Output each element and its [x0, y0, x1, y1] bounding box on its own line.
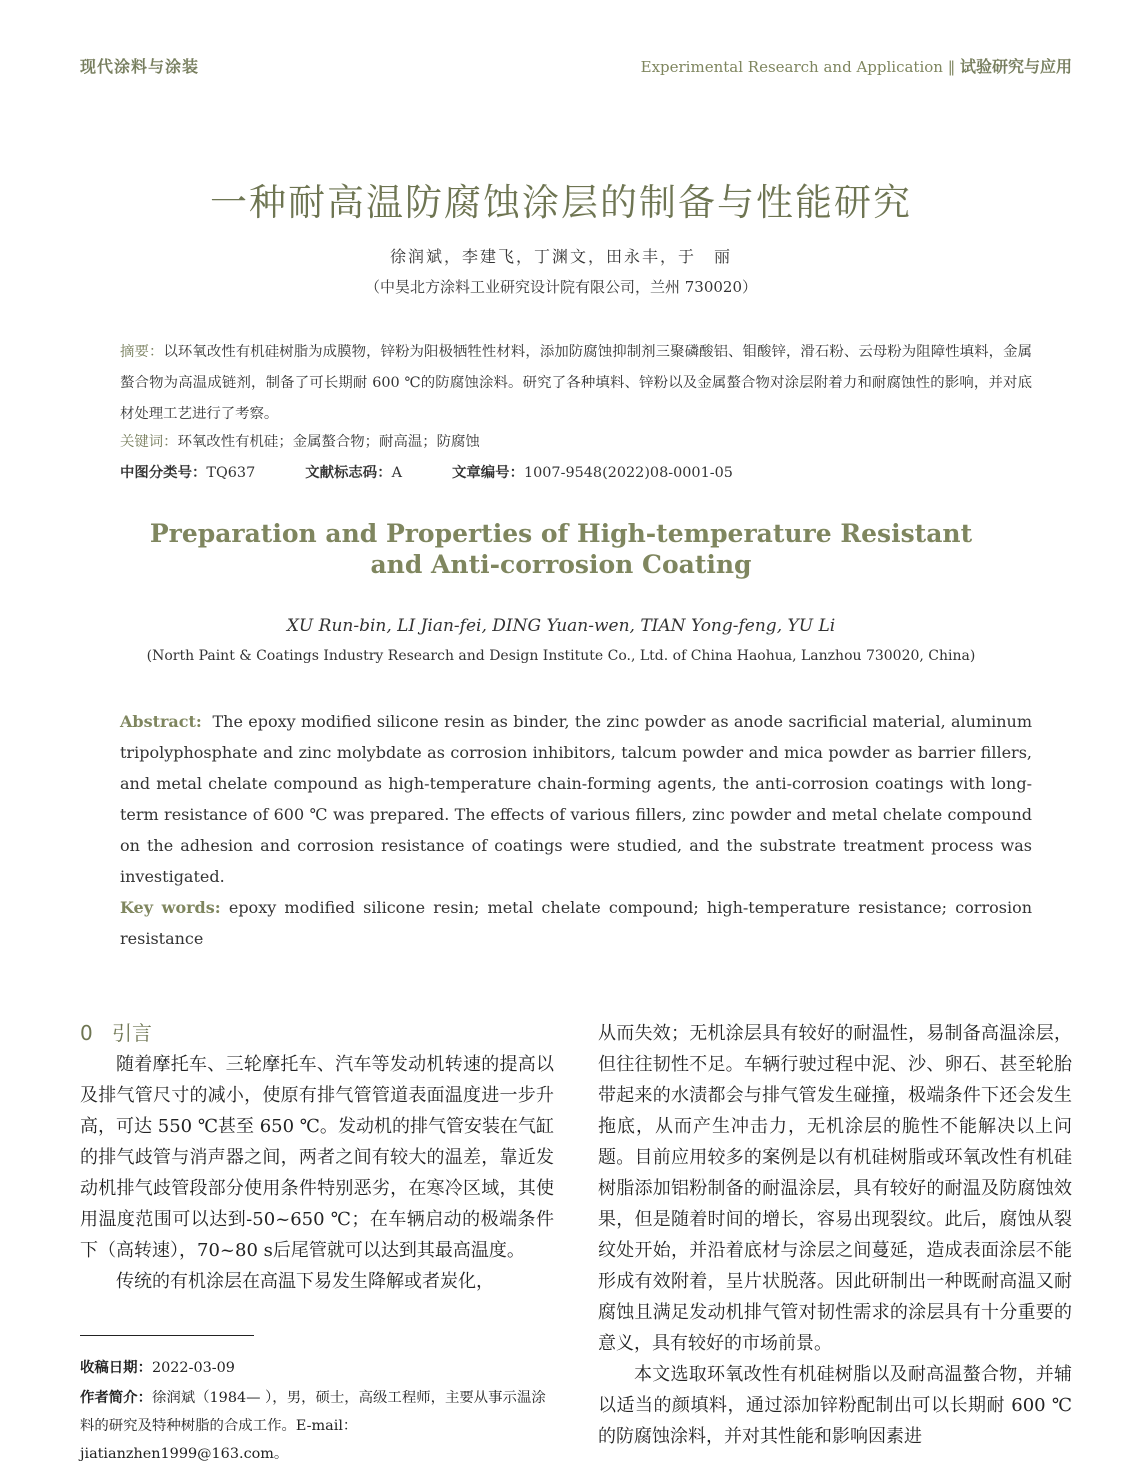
paper-title-cn: 一种耐高温防腐蚀涂层的制备与性能研究	[210, 181, 912, 224]
body-column-right	[598, 1018, 1072, 1452]
doc-code-label: 文献标志码：	[305, 465, 392, 481]
section-number: 0	[80, 1021, 93, 1045]
body-paragraph: 传统的有机涂层在高温下易发生降解或者炭化，	[116, 1271, 494, 1292]
received-label: 收稿日期：	[80, 1360, 152, 1376]
keywords-en-text: epoxy modified silicone resin; metal chelate compound; high-temperature resistance; corrosion resistance	[120, 898, 1033, 948]
article-number-value: 1007-9548(2022)08-0001-05	[523, 465, 733, 481]
footnote-received	[80, 1354, 554, 1382]
clc-value: TQ637	[206, 465, 256, 481]
classification-line	[120, 461, 1032, 485]
abstract-cn-text: 以环氧改性有机硅树脂为成膜物，锌粉为阳极牺牲性材料，添加防腐蚀抑制剂三聚磷酸铝、钼酸锌，滑石粉、云母粉为阻障性填料，金属螯合物为高温成链剂，制备了可长期耐 600 ℃的防腐蚀涂料。研究了各种填料、锌粉以及金属螯合物对涂层附着力和耐腐蚀性的影响，并对底材处理工艺进行了考察。	[120, 344, 1032, 422]
journal-name: 现代涂料与涂装	[80, 57, 200, 76]
clc-label: 中图分类号：	[120, 465, 207, 481]
received-value: 2022-03-09	[151, 1360, 235, 1376]
section-heading	[80, 1018, 554, 1049]
authors-cn: 徐润斌，李建飞，丁渊文，田永丰，于 丽	[389, 247, 732, 266]
abstract-en-label: Abstract:	[120, 712, 202, 731]
section-separator: ‖	[942, 58, 960, 76]
abstract-cn-label: 摘要：	[120, 344, 164, 360]
footnote-rule	[80, 1335, 254, 1336]
abstract-en	[120, 706, 1032, 892]
body-paragraph: 从而失效；无机涂层具有较好的耐温性，易制备高温涂层，但往往韧性不足。车辆行驶过程中泥、沙、卵石、甚至轮胎带起来的水渍都会与排气管发生碰撞，极端条件下还会发生拖底，从而产生冲击力，无机涂层的脆性不能解决以上问题。目前应用较多的案例是以有机硅树脂或环氧改性有机硅树脂添加铝粉制备的耐温涂层，具有较好的耐温及防腐蚀效果，但是随着时间的增长，容易出现裂纹。此后，腐蚀从裂纹处开始，并沿着底材与涂层之间蔓延，造成表面涂层不能形成有效附着，呈片状脱落。因此研制出一种既耐高温又耐腐蚀且满足发动机排气管对韧性需求的涂层具有十分重要的意义，具有较好的市场前景。	[598, 1023, 1072, 1354]
paper-title-en	[0, 518, 1122, 580]
paper-title-en-line1: Preparation and Properties of High-temperature Resistant	[149, 519, 973, 548]
author-bio-label: 作者简介：	[80, 1390, 152, 1406]
abstract-cn	[120, 337, 1032, 430]
keywords-cn-text: 环氧改性有机硅；金属螯合物；耐高温；防腐蚀	[177, 434, 480, 450]
article-number-label: 文章编号：	[452, 465, 524, 481]
keywords-en	[120, 892, 1032, 954]
body-paragraph: 本文选取环氧改性有机硅树脂以及耐高温螯合物，并辅以适当的颜填料，通过添加锌粉配制出可以长期耐 600 ℃的防腐蚀涂料，并对其性能和影响因素进	[598, 1364, 1072, 1447]
section-name-cn: 试验研究与应用	[959, 57, 1072, 76]
paper-title-en-line2: and Anti-corrosion Coating	[370, 550, 752, 579]
section-name-en: Experimental Research and Application	[640, 58, 943, 76]
abstract-en-text: The epoxy modified silicone resin as binder, the zinc powder as anode sacrificial material, aluminum tripolyphosphate and zinc molybdate as corrosion inhibitors, talcum powder and mica powder as barrier fillers, and metal chelate compound as high-temperature chain-forming agents, the anti-corrosion coatings with long-term resistance of 600 ℃ was prepared. The effects of various fillers, zinc powder and metal chelate compound on the adhesion and corrosion resistance of coatings were studied, and the substrate treatment process was investigated.	[120, 712, 1033, 886]
keywords-en-label: Key words:	[120, 898, 221, 917]
section-title: 引言	[112, 1021, 152, 1045]
affiliation-en: (North Paint & Coatings Industry Research and Design Institute Co., Ltd. of China Haohua, Lanzhou 730020, China)	[146, 648, 976, 664]
body-paragraph: 随着摩托车、三轮摩托车、汽车等发动机转速的提高以及排气管尺寸的减小，使原有排气管管道表面温度进一步升高，可达 550 ℃甚至 650 ℃。发动机的排气管安装在气缸的排气歧管与消声器之间，两者之间有较大的温差，靠近发动机排气歧管段部分使用条件特别恶劣，在寒冷区域，其使用温度范围可以达到-50~650 ℃；在车辆启动的极端条件下（高转速），70~80 s后尾管就可以达到其最高温度。	[80, 1054, 554, 1261]
author-bio-text: 徐润斌（1984— ），男，硕士，高级工程师，主要从事示温涂料的研究及特种树脂的合成工作。E-mail：jiatianzhen1999@163.com。	[80, 1390, 546, 1462]
section-header	[641, 54, 1072, 77]
keywords-cn-label: 关键词：	[120, 434, 178, 450]
affiliation-cn: （中昊北方涂料工业研究设计院有限公司，兰州 730020）	[364, 278, 758, 296]
doc-code-value: A	[391, 465, 402, 481]
authors-en: XU Run-bin, LI Jian-fei, DING Yuan-wen, TIAN Yong-feng, YU Li	[286, 616, 836, 636]
footnote-author	[80, 1384, 554, 1468]
keywords-cn	[120, 430, 1032, 454]
body-column-left	[80, 1018, 554, 1297]
